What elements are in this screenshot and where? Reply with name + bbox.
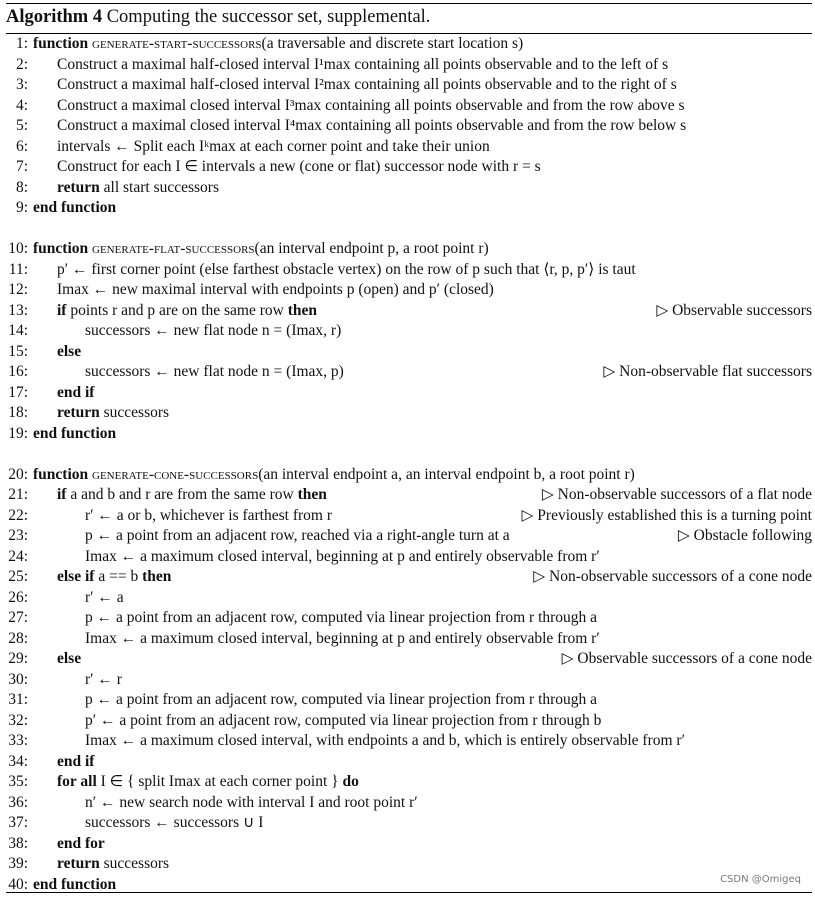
algorithm-line [6, 731, 812, 751]
line-number: 31: [8, 691, 28, 708]
algorithm-line [6, 157, 812, 177]
line-number: 25: [8, 568, 28, 585]
line-number: 37: [8, 814, 28, 831]
line-code: for all I ∈ { split Imax at each corner point } do [57, 773, 359, 790]
algorithm-line [6, 567, 812, 587]
algorithm-line [6, 629, 812, 649]
algorithm-line [6, 854, 812, 874]
caption-title: Computing the successor set, supplemental. [106, 7, 431, 27]
line-number: 12: [8, 281, 28, 298]
algorithm-line [6, 670, 812, 690]
line-code: r′ ← a [85, 588, 124, 606]
line-code: return all start successors [57, 178, 219, 196]
algorithm-line [6, 55, 812, 75]
algorithm-line [6, 301, 812, 321]
line-code: return successors [57, 855, 170, 872]
line-number: 18: [8, 404, 28, 421]
line-number: 17: [8, 383, 28, 401]
algorithm-line [6, 137, 812, 157]
line-code: end if [57, 752, 95, 770]
line-code: end if [57, 383, 95, 401]
line-number: 35: [8, 773, 28, 790]
algorithm-line [6, 403, 812, 423]
algorithm-line [6, 383, 812, 403]
line-number: 20: [8, 465, 28, 483]
line-code: successors ← successors ∪ I [85, 814, 264, 831]
algorithm-line [6, 178, 812, 198]
line-code: p′ ← first corner point (else farthest obstacle vertex) on the row of p such that ⟨r, p, p′⟩ is taut [57, 260, 636, 278]
line-code: Construct a maximal half-closed interval I²max containing all points observable and to the right of s [57, 76, 677, 93]
line-number: 10: [8, 240, 28, 257]
algorithm-line [6, 260, 812, 280]
line-number: 7: [15, 158, 28, 175]
line-code: else if a == b then [57, 568, 172, 585]
line-number: 13: [8, 301, 28, 319]
algorithm-line [6, 34, 812, 54]
line-code: Imax ← new maximal interval with endpoints p (open) and p′ (closed) [57, 281, 494, 298]
line-number: 21: [8, 486, 28, 503]
line-code: function generate-start-successors(a traversable and discrete start location s) [33, 35, 524, 52]
line-code: successors ← new flat node n = (Imax, r) [85, 322, 342, 339]
line-number: 16: [8, 363, 28, 380]
line-number: 14: [8, 322, 28, 339]
line-number: 29: [8, 650, 28, 667]
line-number: 15: [8, 342, 28, 360]
line-number: 30: [8, 670, 28, 688]
line-number: 36: [8, 793, 28, 811]
line-number: 3: [15, 76, 28, 93]
bottom-rule [6, 892, 812, 893]
line-number: 1: [15, 35, 28, 52]
algorithm-line [6, 465, 812, 485]
line-comment: ▷ Obstacle following [677, 527, 812, 544]
algorithm-line [6, 752, 812, 772]
line-code: end function [33, 875, 117, 893]
line-code: Imax ← a maximum closed interval, beginning at p and entirely observable from r′ [85, 547, 600, 565]
algorithm-line [6, 239, 812, 259]
algorithm-line [6, 608, 812, 628]
line-code: Imax ← a maximum closed interval, with endpoints a and b, which is entirely observable from r′ [85, 732, 685, 749]
line-code: p ← a point from an adjacent row, computed via linear projection from r through a [85, 609, 598, 626]
line-code: Construct a maximal closed interval I³max containing all points observable and from the row above s [57, 96, 685, 114]
watermark: CSDN @Omigeq [720, 874, 801, 885]
algorithm-line [6, 424, 812, 444]
line-code: end for [57, 834, 105, 852]
line-number: 23: [8, 527, 28, 544]
line-number: 8: [15, 178, 28, 196]
line-number: 5: [15, 117, 28, 134]
line-number: 19: [8, 424, 28, 442]
line-number: 26: [8, 588, 28, 606]
algorithm-caption [6, 7, 430, 28]
algorithm-line [6, 342, 812, 362]
algorithm-line [6, 834, 812, 854]
line-number: 6: [15, 137, 28, 155]
line-code: return successors [57, 404, 170, 421]
algorithm-line [6, 649, 812, 669]
algorithm-line [6, 75, 812, 95]
line-code: r′ ← r [85, 670, 122, 688]
line-number: 40: [8, 875, 28, 893]
line-code: function generate-cone-successors(an interval endpoint a, an interval endpoint b, a root point r) [33, 465, 635, 483]
line-code: n′ ← new search node with interval I and root point r′ [85, 793, 418, 811]
line-comment: ▷ Observable successors [656, 301, 812, 319]
top-rule [6, 3, 812, 4]
line-code: function generate-flat-successors(an interval endpoint p, a root point r) [33, 240, 489, 257]
line-number: 27: [8, 609, 28, 626]
algorithm-line [6, 547, 812, 567]
line-comment: ▷ Observable successors of a cone node [561, 650, 812, 667]
algorithm-line [6, 506, 812, 526]
line-number: 24: [8, 547, 28, 565]
line-number: 22: [8, 506, 28, 524]
line-code: end function [33, 199, 117, 216]
line-code: if a and b and r are from the same row then [57, 486, 327, 503]
line-number: 39: [8, 855, 28, 872]
algorithm-line [6, 198, 812, 218]
line-number: 33: [8, 732, 28, 749]
algorithm-line [6, 772, 812, 792]
line-comment: ▷ Previously established this is a turning point [521, 506, 812, 524]
caption-label: Algorithm 4 [6, 7, 103, 27]
algorithm-line [6, 711, 812, 731]
line-code: p ← a point from an adjacent row, reached via a right-angle turn at a [85, 527, 510, 544]
line-number: 2: [15, 55, 28, 73]
line-number: 32: [8, 711, 28, 729]
line-code: Construct a maximal half-closed interval I¹max containing all points observable and to the left of s [57, 55, 669, 73]
line-code: Imax ← a maximum closed interval, beginning at p and entirely observable from r′ [85, 629, 600, 647]
line-number: 4: [15, 96, 28, 114]
line-code: if points r and p are on the same row then [57, 301, 318, 319]
algorithm-line [6, 485, 812, 505]
line-code: p′ ← a point from an adjacent row, computed via linear projection from r through b [85, 711, 602, 729]
line-comment: ▷ Non-observable flat successors [603, 363, 812, 380]
algorithm-line [6, 362, 812, 382]
algorithm-line [6, 321, 812, 341]
algorithm-line [6, 280, 812, 300]
line-number: 9: [15, 199, 28, 216]
algorithm-line [6, 813, 812, 833]
algorithm-line [6, 116, 812, 136]
line-comment: ▷ Non-observable successors of a cone node [533, 568, 812, 585]
line-code: successors ← new flat node n = (Imax, p) [85, 363, 344, 380]
line-code: else [57, 650, 82, 667]
line-code: Construct for each I ∈ intervals a new (cone or flat) successor node with r = s [57, 158, 541, 175]
line-code: p ← a point from an adjacent row, computed via linear projection from r through a [85, 691, 598, 708]
line-code: end function [33, 424, 117, 442]
algorithm-line [6, 96, 812, 116]
line-number: 38: [8, 834, 28, 852]
line-code: intervals ← Split each Iᵏmax at each corner point and take their union [57, 137, 490, 155]
algorithm-line [6, 690, 812, 710]
line-comment: ▷ Non-observable successors of a flat node [541, 486, 812, 503]
line-code: Construct a maximal closed interval I⁴max containing all points observable and from the row below s [57, 117, 687, 134]
line-code: else [57, 342, 82, 360]
line-number: 34: [8, 752, 28, 770]
algorithm-line [6, 793, 812, 813]
line-number: 11: [8, 260, 28, 278]
line-number: 28: [8, 629, 28, 647]
line-code: r′ ← a or b, whichever is farthest from r [85, 506, 333, 524]
algorithm-line [6, 526, 812, 546]
algorithm-line [6, 588, 812, 608]
